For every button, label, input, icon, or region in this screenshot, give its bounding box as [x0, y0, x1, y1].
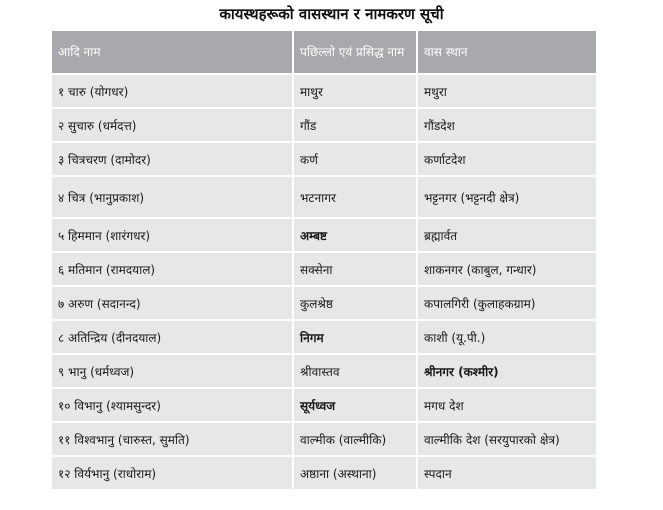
kayastha-table [52, 29, 596, 491]
header-later-name: पछिल्लो एवं प्रसिद्ध नाम [292, 31, 416, 73]
later-name-cell: निगम [292, 321, 416, 353]
later-name-cell: सूर्यध्वज [292, 389, 416, 421]
table-row [52, 143, 596, 175]
table-title: कायस्थहरूको वासस्थान र नामकरण सूची [219, 5, 444, 23]
table-row [52, 423, 596, 455]
residence-cell: स्पदान [416, 457, 596, 489]
later-name-cell: गौंड [292, 109, 416, 141]
table-row [52, 355, 596, 387]
later-name-cell: कुलश्रेष्ठ [292, 287, 416, 319]
later-name-cell: भटनागर [292, 177, 416, 217]
later-name-cell: माथुर [292, 75, 416, 107]
original-name-cell: ५ हिममान (शारंगधर) [52, 219, 292, 251]
residence-cell: ब्रह्मार्वत [416, 219, 596, 251]
original-name-cell: ४ चित्र (भानुप्रकाश) [52, 177, 292, 217]
original-name-cell: १२ विर्यभानु (राधोराम) [52, 457, 292, 489]
residence-cell: श्रीनगर (कश्मीर) [416, 355, 596, 387]
residence-cell: मगध देश [416, 389, 596, 421]
header-row [52, 31, 596, 73]
table-row [52, 219, 596, 251]
table-row [52, 457, 596, 489]
residence-cell: शाकनगर (काबुल, गन्धार) [416, 253, 596, 285]
table-row [52, 321, 596, 353]
original-name-cell: ७ अरुण (सदानन्द) [52, 287, 292, 319]
later-name-cell: वाल्मीक (वाल्मीकि) [292, 423, 416, 455]
residence-cell: काशी (यू.पी.) [416, 321, 596, 353]
table-row [52, 287, 596, 319]
later-name-cell: कर्ण [292, 143, 416, 175]
table-row [52, 177, 596, 217]
residence-cell: वाल्मीकि देश (सरयुपारको क्षेत्र) [416, 423, 596, 455]
residence-cell: गौंडदेश [416, 109, 596, 141]
later-name-cell: श्रीवास्तव [292, 355, 416, 387]
later-name-cell: अम्बष्ट [292, 219, 416, 251]
original-name-cell: ३ चित्रचरण (दामोदर) [52, 143, 292, 175]
later-name-cell: सक्सेना [292, 253, 416, 285]
original-name-cell: १ चारु (योगधर) [52, 75, 292, 107]
original-name-cell: ११ विश्वभानु (चारुस्त, सुमति) [52, 423, 292, 455]
table-row [52, 389, 596, 421]
original-name-cell: ६ मतिमान (रामदयाल) [52, 253, 292, 285]
table-row [52, 253, 596, 285]
later-name-cell: अष्ठाना (अस्थाना) [292, 457, 416, 489]
table-row [52, 109, 596, 141]
original-name-cell: १० विभानु (श्यामसुन्दर) [52, 389, 292, 421]
residence-cell: कपालगिरी (कुलाहकग्राम) [416, 287, 596, 319]
residence-cell: भट्टनगर (भट्टनदी क्षेत्र) [416, 177, 596, 217]
residence-cell: कर्णाटदेश [416, 143, 596, 175]
header-residence: वास स्थान [416, 31, 596, 73]
original-name-cell: २ सुचारु (धर्मदत्त) [52, 109, 292, 141]
original-name-cell: ८ अतिन्द्रिय (दीनदयाल) [52, 321, 292, 353]
original-name-cell: ९ भानु (धर्मध्वज) [52, 355, 292, 387]
residence-cell: मथुरा [416, 75, 596, 107]
header-original-name: आदि नाम [52, 31, 292, 73]
table-row [52, 75, 596, 107]
